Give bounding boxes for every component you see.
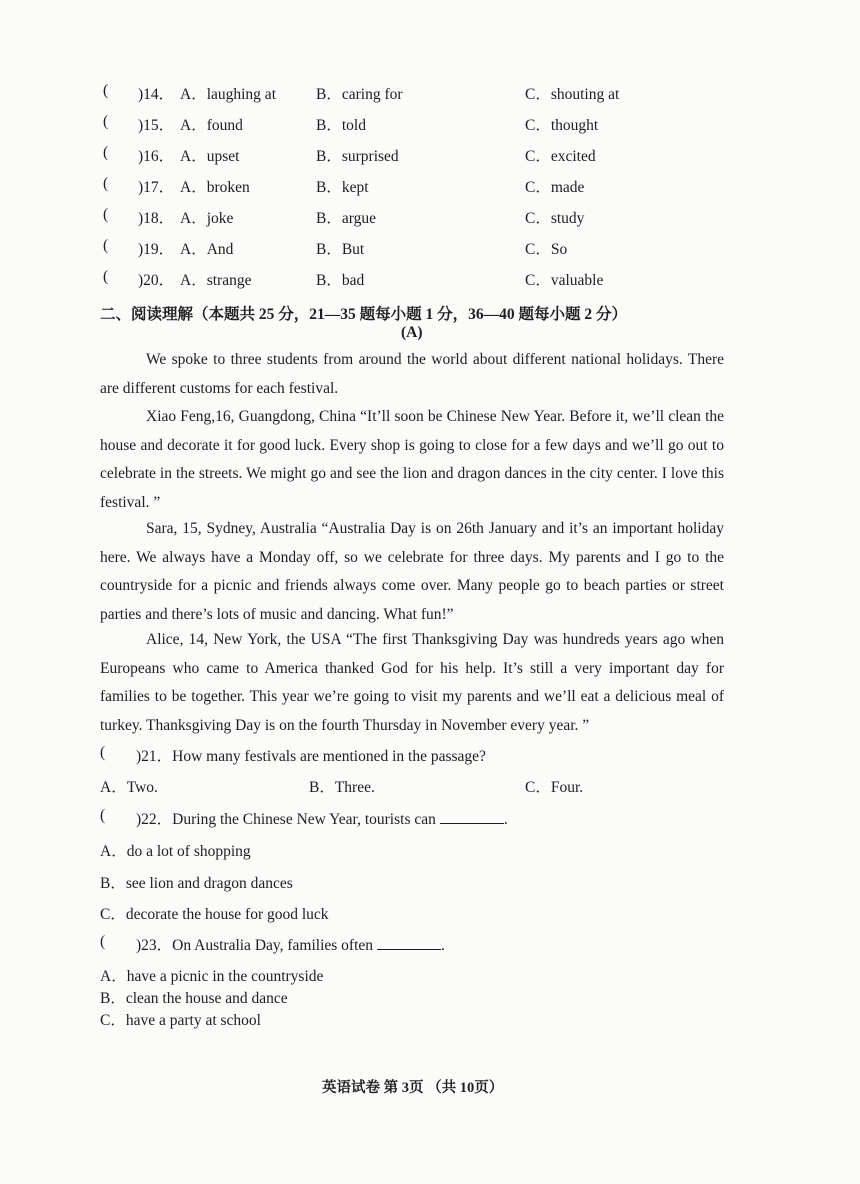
question-23-option-a: A．have a picnic in the countryside <box>100 968 324 985</box>
option-row-15 <box>0 113 860 139</box>
option-b: B．But <box>316 241 365 258</box>
question-23-text: )23．On Australia Day, families often <box>136 937 374 954</box>
option-row-16 <box>0 144 860 170</box>
passage-paragraph-sara: Sara, 15, Sydney, Australia “Australia Day is on 26th January and it’s an important holiday here. We always have a Monday off, so we celebrate for three days. My parents and I go to the countryside for a picnic and friends always come over. Many people go to beach parties or street parties and there’s lots of music and dancing. What fun!” <box>100 520 724 623</box>
option-b: B．bad <box>316 272 365 289</box>
answer-paren: ( <box>103 237 109 254</box>
option-a: A．joke <box>180 210 234 227</box>
option-c: C．shouting at <box>525 86 620 103</box>
question-22-period: . <box>503 811 508 828</box>
option-c: C．thought <box>525 117 599 134</box>
question-number: )15． <box>138 117 175 134</box>
option-row-17 <box>0 175 860 201</box>
option-c: C．study <box>525 210 585 227</box>
question-number: )17． <box>138 179 175 196</box>
question-22-option-c: C．decorate the house for good luck <box>100 906 329 923</box>
answer-paren: ( <box>103 82 109 99</box>
passage-label: (A) <box>401 324 423 341</box>
answer-paren: ( <box>103 144 109 161</box>
answer-paren: ( <box>103 175 109 192</box>
option-c: C．So <box>525 241 568 258</box>
question-21-stem: )21．How many festivals are mentioned in the passage? <box>136 748 486 765</box>
question-23-option-b: B．clean the house and dance <box>100 990 288 1007</box>
question-22-stem <box>136 807 508 829</box>
option-b: B．surprised <box>316 148 399 165</box>
option-a: A．strange <box>180 272 252 289</box>
option-a: A．found <box>180 117 243 134</box>
passage-paragraph-intro: We spoke to three students from around the world about different national holidays. There are different customs for each festival. <box>100 351 724 397</box>
question-number: )20． <box>138 272 175 289</box>
option-b: B．caring for <box>316 86 403 103</box>
page-footer: 英语试卷 第 3页 （共 10页） <box>322 1080 504 1096</box>
question-21-option-a: A．Two. <box>100 779 158 796</box>
question-number: )18． <box>138 210 175 227</box>
option-a: A．upset <box>180 148 240 165</box>
option-row-19 <box>0 237 860 263</box>
option-a: A．laughing at <box>180 86 276 103</box>
answer-paren: ( <box>100 933 106 950</box>
question-number: )19． <box>138 241 175 258</box>
question-22-option-a: A．do a lot of shopping <box>100 843 251 860</box>
option-c: C．valuable <box>525 272 604 289</box>
question-21-option-c: C．Four. <box>525 779 584 796</box>
question-21-option-b: B．Three. <box>309 779 375 796</box>
option-a: A．And <box>180 241 234 258</box>
answer-blank <box>440 809 504 824</box>
option-b: B．kept <box>316 179 369 196</box>
answer-paren: ( <box>100 807 106 824</box>
answer-blank <box>377 935 441 950</box>
passage-paragraph-xiao-feng: Xiao Feng,16, Guangdong, China “It’ll soon be Chinese New Year. Before it, we’ll clean the house and decorate it for good luck. Every shop is going to close for a few days and we’ll go out to celebrate in the streets. We might go and see the lion and dragon dances in the city center. I love this festival. ” <box>100 408 724 511</box>
answer-paren: ( <box>103 113 109 130</box>
option-row-18 <box>0 206 860 232</box>
option-c: C．made <box>525 179 585 196</box>
option-row-14 <box>0 82 860 108</box>
option-c: C．excited <box>525 148 596 165</box>
question-22-text: )22．During the Chinese New Year, tourists can <box>136 811 436 828</box>
question-number: )14． <box>138 86 175 103</box>
option-row-20 <box>0 268 860 294</box>
answer-paren: ( <box>103 206 109 223</box>
answer-paren: ( <box>100 744 106 761</box>
option-b: B．told <box>316 117 366 134</box>
answer-paren: ( <box>103 268 109 285</box>
passage-paragraph-alice: Alice, 14, New York, the USA “The first Thanksgiving Day was hundreds years ago when Europeans who came to America thanked God for his help. It’s still a very important day for families to be together. This year we’re going to visit my parents and we’ll eat a delicious meal of turkey. Thanksgiving Day is on the fourth Thursday in November every year. ” <box>100 631 724 734</box>
section-heading: 二、阅读理解（本题共 25 分，21—35 题每小题 1 分，36—40 题每小题 2 分） <box>100 306 628 323</box>
question-22-option-b: B．see lion and dragon dances <box>100 875 293 892</box>
option-b: B．argue <box>316 210 376 227</box>
question-number: )16． <box>138 148 175 165</box>
option-a: A．broken <box>180 179 250 196</box>
question-23-stem <box>136 933 445 955</box>
question-23-period: . <box>441 937 445 954</box>
question-23-option-c: C．have a party at school <box>100 1012 261 1029</box>
